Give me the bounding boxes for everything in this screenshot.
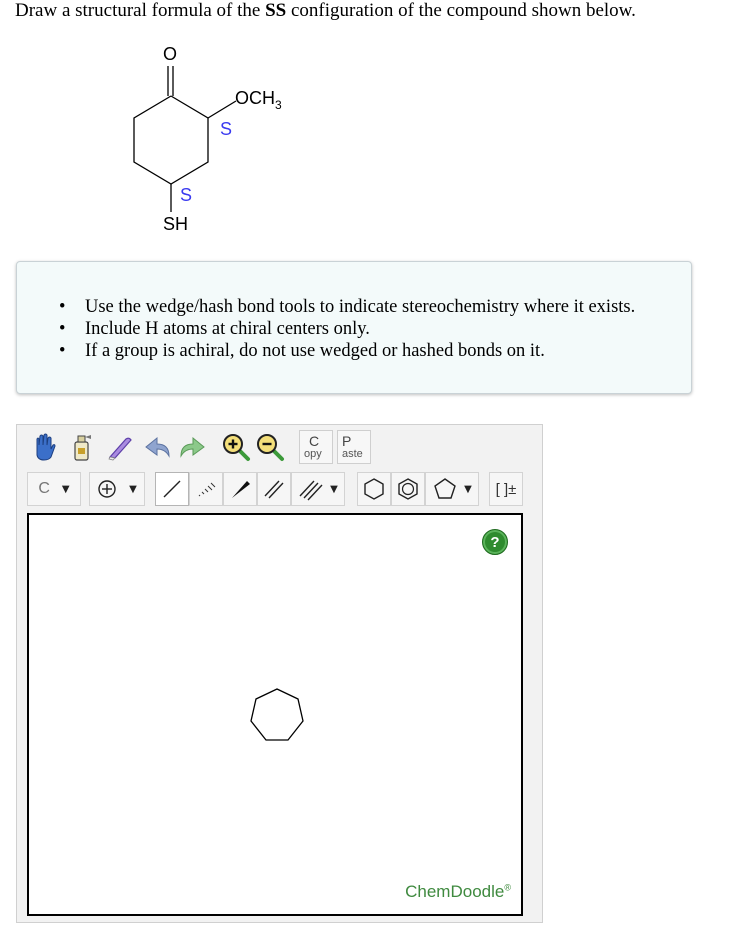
question-prefix: Draw a structural formula of the bbox=[15, 0, 266, 21]
instructions-list bbox=[59, 296, 635, 362]
copy-label-small: opy bbox=[304, 448, 322, 460]
chemdoodle-brand bbox=[405, 882, 511, 902]
hexagon-icon bbox=[361, 476, 387, 502]
instruction-item: • Use the wedge/hash bond tools to indicate stereochemistry where it exists. bbox=[59, 296, 635, 318]
heptagon-ring-drawing[interactable] bbox=[247, 686, 307, 746]
triple-bond-button[interactable] bbox=[291, 472, 345, 506]
instructions-box bbox=[16, 261, 692, 394]
ring-bonds bbox=[134, 96, 208, 184]
wedge-bond-icon bbox=[228, 477, 252, 501]
triple-bond-icon bbox=[298, 477, 324, 501]
zoom-in-icon bbox=[221, 432, 251, 462]
atom-label-text: C bbox=[38, 480, 50, 497]
hexagon-ring-button[interactable] bbox=[357, 472, 391, 506]
instruction-item: • Include H atoms at chiral centers only. bbox=[59, 318, 635, 340]
pentagon-ring-button[interactable] bbox=[425, 472, 479, 506]
zoom-in-button[interactable] bbox=[219, 430, 253, 464]
question-text bbox=[15, 0, 636, 22]
charge-plus-icon bbox=[97, 479, 117, 499]
atom-label-button[interactable] bbox=[27, 472, 81, 506]
paste-button[interactable] bbox=[337, 430, 371, 464]
eraser-icon bbox=[106, 433, 134, 461]
hash-bond-icon bbox=[194, 477, 218, 501]
och3-text: OCH bbox=[235, 88, 275, 108]
pentagon-icon bbox=[432, 476, 458, 502]
och3-label bbox=[235, 88, 282, 112]
undo-button[interactable] bbox=[141, 430, 175, 464]
och3-bond bbox=[208, 101, 236, 118]
benzene-ring-button[interactable] bbox=[391, 472, 425, 506]
chevron-down-icon: ▼ bbox=[129, 483, 137, 495]
brand-name: ChemDoodle bbox=[405, 882, 505, 901]
zoom-out-button[interactable] bbox=[253, 430, 287, 464]
double-bond-button[interactable] bbox=[257, 472, 291, 506]
spray-bottle-icon bbox=[71, 432, 93, 462]
redo-icon bbox=[177, 434, 207, 460]
chevron-down-icon: ▼ bbox=[330, 483, 338, 495]
pan-tool-button[interactable] bbox=[27, 430, 61, 464]
question-suffix: configuration of the compound shown below. bbox=[286, 0, 636, 21]
drawing-canvas[interactable] bbox=[27, 513, 523, 916]
charge-bracket-label: [ ]± bbox=[495, 480, 517, 498]
paste-label-big: P bbox=[342, 433, 352, 449]
sh-label: SH bbox=[163, 214, 189, 234]
double-bond-icon bbox=[262, 477, 286, 501]
molecule-structure bbox=[120, 40, 320, 240]
och3-subscript: 3 bbox=[275, 98, 282, 112]
chemdoodle-editor bbox=[16, 424, 543, 923]
single-bond-icon bbox=[160, 477, 184, 501]
redo-button[interactable] bbox=[175, 430, 209, 464]
help-button[interactable]: ? bbox=[482, 529, 508, 555]
stereo-label-lower: S bbox=[180, 185, 193, 205]
copy-button[interactable] bbox=[299, 430, 333, 464]
paste-label-small: aste bbox=[342, 448, 363, 460]
zoom-out-icon bbox=[255, 432, 285, 462]
chevron-down-icon: ▼ bbox=[61, 483, 70, 495]
undo-icon bbox=[143, 434, 173, 460]
hand-icon bbox=[31, 433, 57, 461]
brand-mark: ® bbox=[504, 882, 511, 893]
oxygen-atom: O bbox=[163, 44, 178, 64]
charge-bracket-button[interactable] bbox=[489, 472, 523, 506]
single-bond-button[interactable] bbox=[155, 472, 189, 506]
chevron-down-icon: ▼ bbox=[464, 483, 472, 495]
wedge-bond-button[interactable] bbox=[223, 472, 257, 506]
charge-tool-button[interactable] bbox=[89, 472, 145, 506]
eraser-tool-button[interactable] bbox=[103, 430, 137, 464]
stereo-label-upper: S bbox=[220, 119, 233, 139]
instruction-item: • If a group is achiral, do not use wedged or hashed bonds on it. bbox=[59, 340, 635, 362]
copy-label-big: C bbox=[309, 433, 320, 449]
hash-bond-button[interactable] bbox=[189, 472, 223, 506]
question-config: SS bbox=[265, 0, 287, 21]
clear-tool-button[interactable] bbox=[65, 430, 99, 464]
benzene-icon bbox=[395, 476, 421, 502]
